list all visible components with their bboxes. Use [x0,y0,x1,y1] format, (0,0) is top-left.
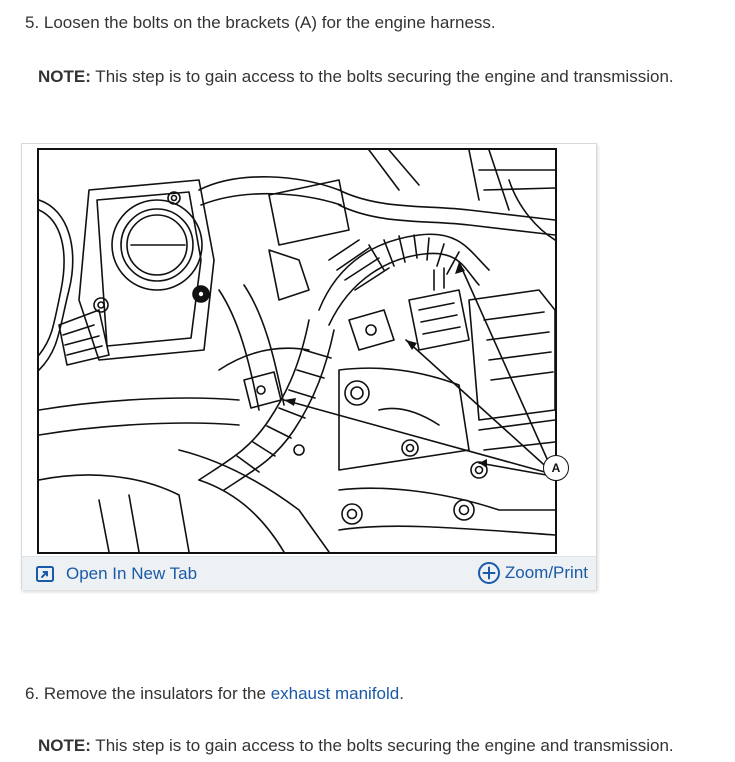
open-in-new-tab-link[interactable] [36,564,197,584]
zoom-print-label: Zoom/Print [504,563,588,582]
step-5-note [38,66,674,88]
plus-circle-icon [477,561,501,585]
note-text: This step is to gain access to the bolts securing the engine and transmission. [90,736,674,755]
note-label: NOTE: [38,67,91,86]
engine-harness-diagram[interactable] [37,148,557,554]
step-6-period: . [399,684,404,703]
callout-a-label: A [551,461,561,475]
engine-line-drawing [39,150,555,552]
step-6-note [38,735,674,757]
note-text: This step is to gain access to the bolts securing the engine and transmission. [90,67,674,86]
note-label: NOTE: [38,736,91,755]
open-in-new-tab-label: Open In New Tab [66,564,198,583]
callout-a [543,455,569,481]
open-new-tab-icon [36,566,54,582]
step-6-instruction [25,683,404,705]
step-5-instruction: 5. Loosen the bolts on the brackets (A) for the engine harness. [25,13,496,32]
step-6-text: 6. Remove the insulators for the [25,684,271,703]
zoom-print-link[interactable] [477,561,588,585]
exhaust-manifold-link[interactable]: exhaust manifold [270,684,400,703]
diagram-figure [21,143,597,590]
figure-toolbar [22,556,596,590]
